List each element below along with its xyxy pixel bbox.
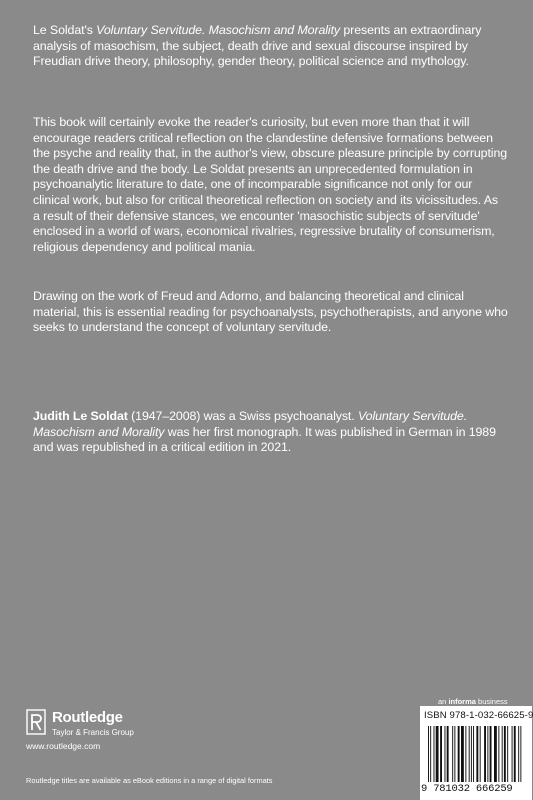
barcode-bar <box>458 726 460 782</box>
publisher-url[interactable]: www.routledge.com <box>26 741 101 751</box>
barcode-bar <box>454 726 455 782</box>
barcode-icon <box>424 726 528 782</box>
barcode-bar <box>447 726 449 782</box>
p1-text-b: presents an extraordinary analysis of masochism, the subject, death drive and sexual discourse inspired by Freudian drive theory, philosophy, gender theory, political science and mythology. <box>33 23 482 69</box>
barcode-bar <box>452 726 453 782</box>
publisher-group: Taylor & Francis Group <box>52 728 134 737</box>
barcode-bar <box>494 726 497 782</box>
barcode-bar <box>507 726 508 782</box>
barcode-bar <box>473 726 474 782</box>
author-bio <box>33 409 508 456</box>
barcode-bar <box>469 726 470 782</box>
barcode-number: 9 781032 666259 <box>421 783 513 795</box>
isbn-barcode-box <box>420 706 532 800</box>
barcode-bar <box>476 726 478 782</box>
barcode-bar <box>471 726 472 782</box>
barcode-bar <box>490 726 492 782</box>
barcode-bar <box>498 726 499 782</box>
informa-business-label: an informa business <box>438 697 508 706</box>
p3-text: Drawing on the work of Freud and Adorno, and balancing theoretical and clinical material, this is essential reading for psychoanalysts, psychotherapists, and anyone who seeks to understand the concept of voluntary servitude. <box>33 289 508 335</box>
barcode-bar <box>434 726 435 782</box>
blurb-paragraph-3 <box>33 289 508 336</box>
bio-book-title: Voluntary Servitude. Masochism and Morality <box>33 409 468 439</box>
barcode-bar <box>430 726 431 782</box>
ebook-note: Routledge titles are available as eBook editions in a range of digital formats <box>26 776 273 785</box>
barcode-bar <box>484 726 486 782</box>
barcode-bar <box>465 726 466 782</box>
barcode-bar <box>520 726 521 782</box>
barcode-bar <box>461 726 464 782</box>
barcode-bar <box>514 726 516 782</box>
barcode-bar <box>518 726 519 782</box>
barcode-bar <box>428 726 429 782</box>
blurb-paragraph-1 <box>33 23 508 70</box>
barcode-bar <box>440 726 442 782</box>
bio-text-b: was her first monograph. It was published in German in 1989 and was republished in a critical edition in 2021. <box>33 424 496 455</box>
publisher-name: Routledge <box>52 709 123 726</box>
p1-text-a: Le Soldat's <box>33 23 97 37</box>
blurb-paragraph-2 <box>33 115 508 255</box>
barcode-bar <box>480 726 481 782</box>
barcode-bar <box>436 726 439 782</box>
barcode-bar <box>487 726 488 782</box>
isbn-text: ISBN 978-1-032-66625-9 <box>424 710 533 721</box>
barcode-bar <box>504 726 506 782</box>
barcode-bar <box>445 726 446 782</box>
barcode-bar <box>512 726 513 782</box>
barcode-bar <box>502 726 503 782</box>
routledge-r-logo-icon <box>26 709 46 735</box>
bio-text-a: (1947–2008) was a Swiss psychoanalyst. <box>127 409 358 423</box>
p2-text: This book will certainly evoke the reader's curiosity, but even more than that it will encourage readers critical reflection on the clandestine defensive formations between the psyche and reality that, in the author's view, obscure pleasure principle by corrupting the death drive and the body. Le Soldat presents an unprecedented formulation in psychoanalytic literature to date, one of incomparable significance not only for our clinical work, but also for critical theoretical reflection on society and its vicissitudes. As a result of their defensive stances, we encounter 'masochistic subjects of servitude' enclosed in a world of wars, economical rivalries, regressive brutality of consumerism, religious dependency and political mania. <box>33 115 508 254</box>
p1-book-title: Voluntary Servitude. Masochism and Morality <box>96 23 341 37</box>
publisher-block <box>26 709 226 769</box>
author-name: Judith Le Soldat <box>33 409 128 423</box>
